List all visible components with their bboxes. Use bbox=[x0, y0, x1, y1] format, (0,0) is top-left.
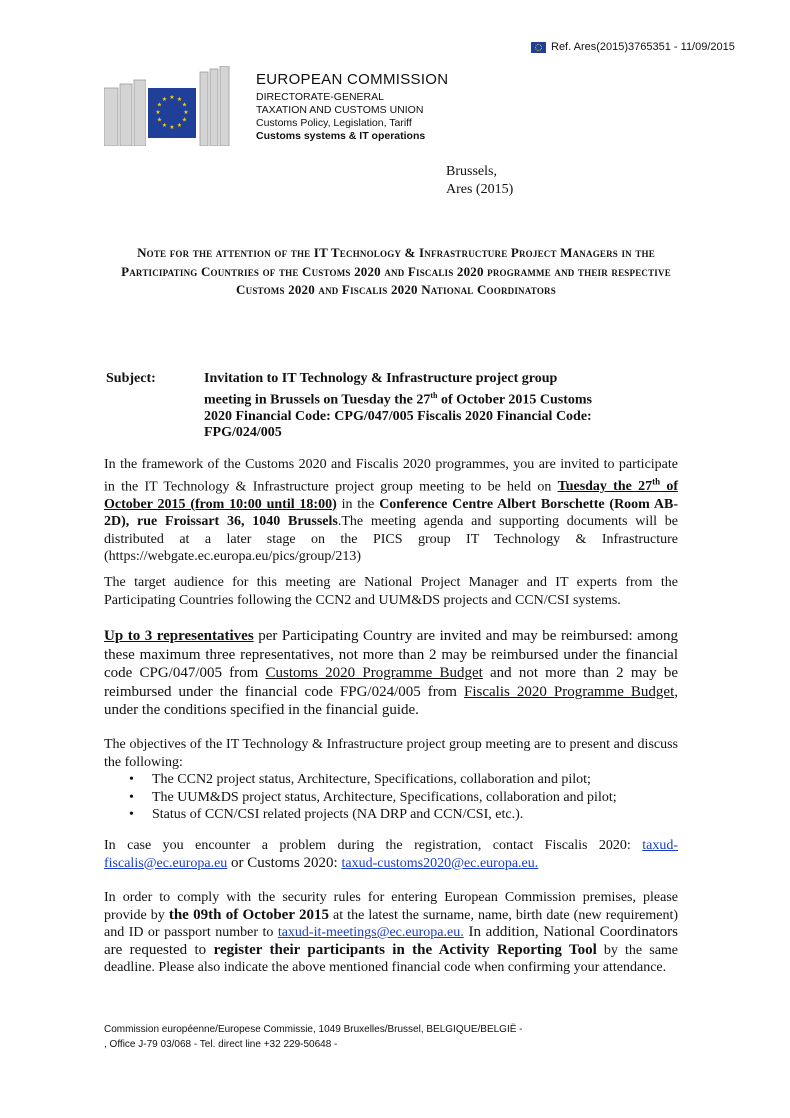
note-title: Note for the attention of the IT Technology & Infrastructure Project Managers in the Participating Countries of the Customs 2020 and Fiscalis 2020 programme and their respective Customs 2020 and Fiscalis 2020 National Coordinators bbox=[121, 245, 671, 297]
header-line: TAXATION AND CUSTOMS UNION bbox=[256, 104, 424, 116]
paragraph-audience: The target audience for this meeting are National Project Manager and IT experts from the Participating Countries following the CCN2 and UUM&DS projects and CCN/CSI systems. bbox=[104, 575, 678, 608]
meeting-venue: Conference Centre Albert Borschette (Room AB-2D), rue Froissart 36, 1040 Brussels bbox=[104, 496, 678, 530]
objectives-list bbox=[104, 771, 678, 824]
paragraph-reimbursement: Up to 3 representatives per Participating Country are invited and may be reimbursed: among these maximum three representatives, not more than 2 may be reimbursed under the financial code CPG/047/005 from Customs 2020 Programme Budget and not more than 2 may be reimbursed under the financial code FPG/024/005 from Fiscalis 2020 Programme Budget, under the conditions specified in the financial guide. bbox=[104, 628, 678, 718]
paragraph-invitation: In the framework of the Customs 2020 and Fiscalis 2020 programmes, you are invited to participate in the IT Technology & Infrastructure project group meeting to be held on Tuesday the 27th of October 2015 (from 10:00 until 18:00) in the Conference Centre Albert Borschette (Room AB-2D), rue Froissart 36, 1040 Brussels.The meeting agenda and supporting documents will be distributed at a later stage on the PICS group IT Technology & Infrastructure (https://webgate.ec.europa.eu/pics/group/213) bbox=[104, 457, 678, 565]
svg-text:★: ★ bbox=[181, 116, 188, 124]
fiscalis-email-link[interactable]: taxud-fiscalis@ec.europa.eu bbox=[104, 838, 678, 871]
svg-text:★: ★ bbox=[155, 109, 161, 116]
header-line: DIRECTORATE-GENERAL bbox=[256, 91, 384, 103]
issuer-header bbox=[256, 73, 448, 143]
paragraph-contact: In case you encounter a problem during the registration, contact Fiscalis 2020: taxud-fiscalis@ec.europa.eu or Customs 2020: taxud-customs2020@ec.europa.eu. bbox=[104, 838, 678, 871]
svg-text:★: ★ bbox=[156, 101, 163, 109]
place-city: Brussels, bbox=[446, 164, 497, 179]
subject-label: Subject: bbox=[106, 371, 156, 386]
organisation-name: EUROPEAN COMMISSION bbox=[256, 71, 449, 88]
svg-text:★: ★ bbox=[169, 124, 175, 131]
svg-text:★: ★ bbox=[183, 109, 189, 116]
svg-text:★: ★ bbox=[176, 122, 183, 129]
svg-text:★: ★ bbox=[181, 101, 188, 109]
svg-text:★: ★ bbox=[161, 122, 168, 129]
svg-text:★: ★ bbox=[161, 96, 168, 103]
eu-flag-icon bbox=[531, 42, 546, 53]
place-and-date bbox=[446, 163, 513, 199]
header-unit: Customs systems & IT operations bbox=[256, 130, 426, 142]
list-item: • The UUM&DS project status, Architecture, Specifications, collaboration and pilot; bbox=[104, 789, 678, 807]
european-commission-logo bbox=[104, 66, 230, 146]
list-item: • The CCN2 project status, Architecture, Specifications, collaboration and pilot; bbox=[104, 771, 678, 789]
footer-office: , Office J-79 03/068 - Tel. direct line +32 229-50648 - bbox=[104, 1039, 338, 1050]
svg-text:★: ★ bbox=[169, 94, 175, 101]
header-line: Customs Policy, Legislation, Tariff bbox=[256, 117, 412, 129]
subject-text: Invitation to IT Technology & Infrastructure project group meeting in Brussels on Tuesday the 27th of October 2015 Customs 2020 Financial Code: CPG/047/005 Fiscalis 2020 Financial Code: FPG/024/005 bbox=[204, 371, 593, 441]
meeting-date: Tuesday the 27th of October 2015 (from 10:00 until 18:00) bbox=[104, 476, 678, 512]
reference-text: Ref. Ares(2015)3765351 - 11/09/2015 bbox=[551, 41, 735, 53]
list-item: • Status of CCN/CSI related projects (NA DRP and CCN/CSI, etc.). bbox=[104, 806, 678, 824]
footer bbox=[104, 1022, 523, 1052]
svg-text:★: ★ bbox=[176, 96, 183, 103]
objectives-intro: The objectives of the IT Technology & Infrastructure project group meeting are to present and discuss the following: bbox=[104, 737, 678, 770]
customs-email-link[interactable]: taxud-customs2020@ec.europa.eu. bbox=[341, 855, 539, 871]
paragraph-security: In order to comply with the security rules for entering European Commission premises, please provide by the 09th of October 2015 at the latest the surname, name, birth date (new requirement) and ID or passport number to taxud-it-meetings@ec.europa.eu. In addition, National Coordinators are requested to register their participants in the Activity Reporting Tool by the same deadline. Please also indicate the above mentioned financial code when confirming your attendance. bbox=[104, 890, 679, 975]
footer-address: Commission européenne/Europese Commissie, 1049 Bruxelles/Brussel, BELGIQUE/BELGIË - bbox=[104, 1024, 523, 1035]
paragraph-objectives bbox=[104, 736, 678, 824]
place-ref: Ares (2015) bbox=[446, 182, 514, 197]
document-reference bbox=[531, 41, 735, 53]
svg-text:★: ★ bbox=[156, 116, 163, 124]
it-meetings-email-link[interactable]: taxud-it-meetings@ec.europa.eu. bbox=[277, 925, 464, 940]
